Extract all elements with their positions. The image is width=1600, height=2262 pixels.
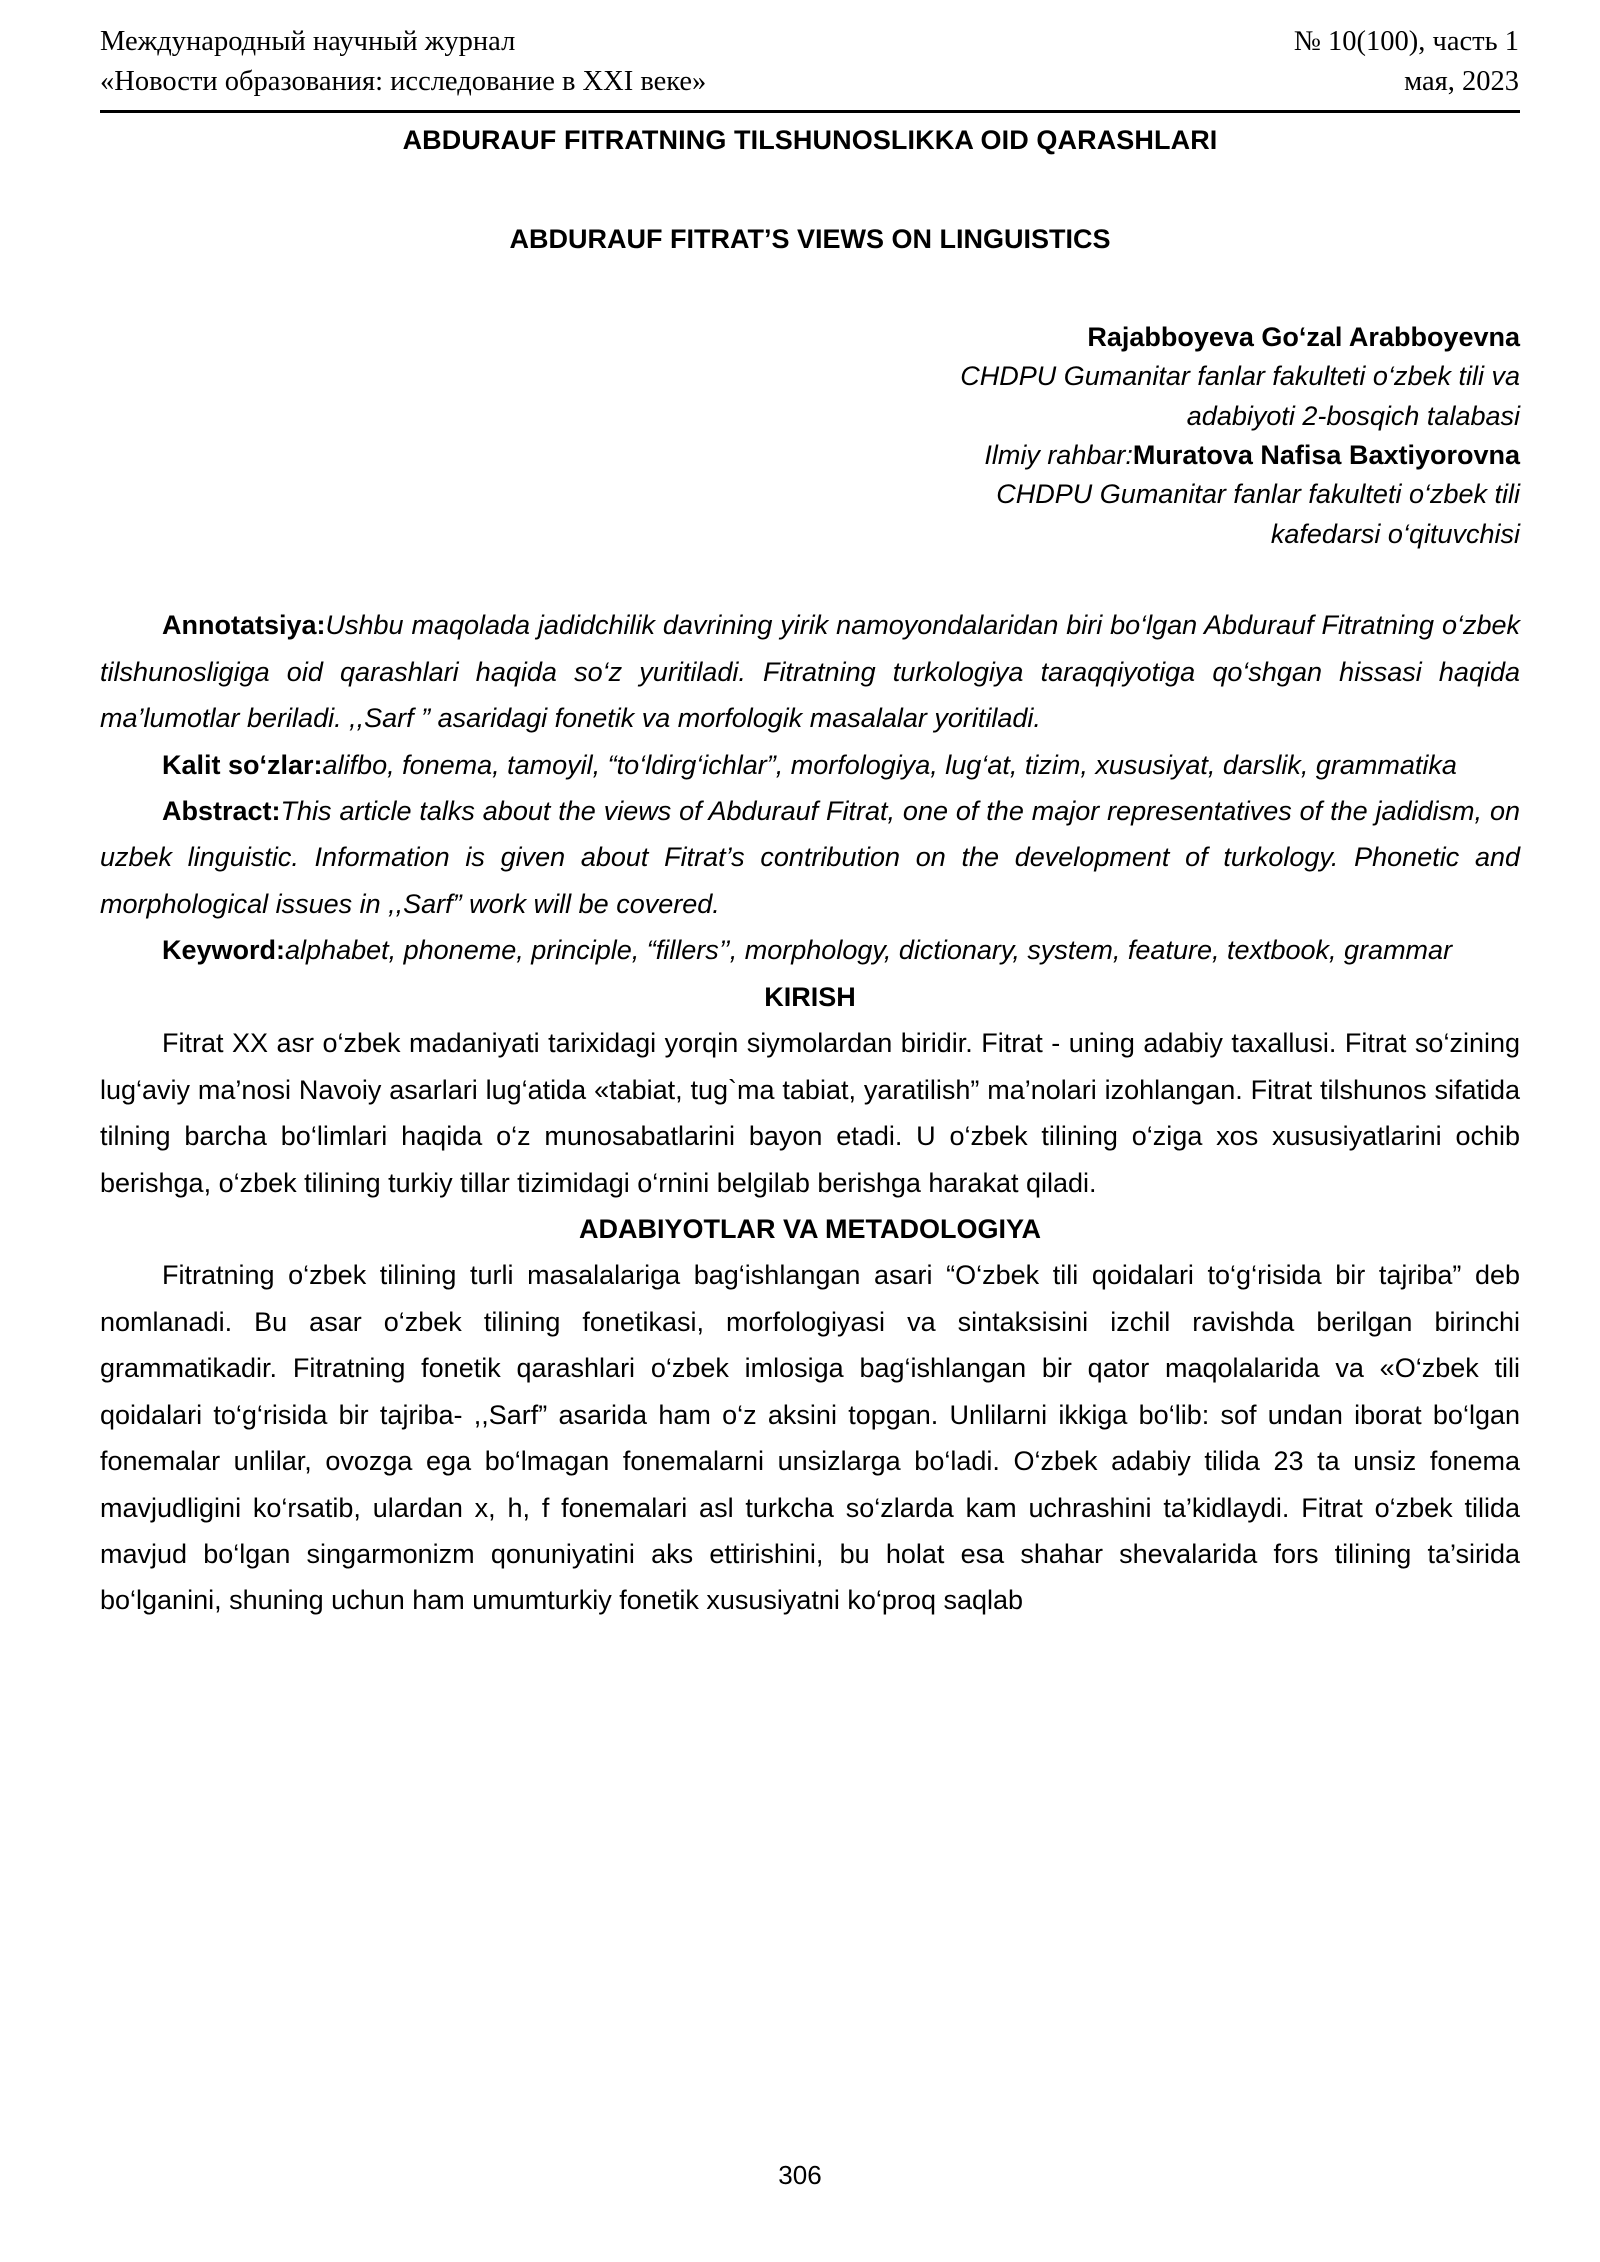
abstract-uz [100, 602, 1520, 741]
header-divider [100, 110, 1520, 113]
supervisor-affiliation-line-1: CHDPU Gumanitar fanlar fakulteti o‘zbek tili [996, 479, 1520, 510]
section-body-kirish: Fitrat XX asr o‘zbek madaniyati tarixidagi yorqin siymolardan biridir. Fitrat - uning adabiy taxallusi. Fitrat so‘zining lug‘aviy ma’nosi Navoiy asarlari lug‘atida «tabiat, tug`ma tabiat, yaratilish” ma’nolari izohlangan. Fitrat tilshunos sifatida tilning barcha bo‘limlari haqida o‘z munosabatlarini bayon etadi. U o‘zbek tilining o‘ziga xos xususiyatlarini ochib berishga, o‘zbek tilining turkiy tillar tizimidagi o‘rnini belgilab berishga harakat qiladi. [100, 1028, 1520, 1198]
author-affiliation-line-2: adabiyoti 2-bosqich talabasi [1186, 400, 1520, 431]
running-header-right [1294, 22, 1519, 103]
abstract-uz-text: Ushbu maqolada jadidchilik davrining yirik namoyondalaridan biri bo‘lgan Abdurauf Fitratning o‘zbek tilshunosligiga oid qarashlari haqida so‘z yuritiladi. Fitratning turkologiya taraqqiyotiga qo‘shgan hissasi haqida ma’lumotlar beriladi. ,,Sarf ” asaridagi fonetik va morfologik masalalar yoritiladi. [100, 610, 1520, 734]
issue-number: № 10(100), часть 1 [1293, 26, 1519, 57]
keywords-en-label: Keyword: [162, 935, 286, 966]
keywords-en [100, 927, 1520, 973]
keywords-uz-text: alifbo, fonema, tamoyil, “to‘ldirg‘ichlar”, morfologiya, lug‘at, tizim, xususiyat, darslik, grammatika [322, 749, 1457, 780]
journal-name: Международный научный журнал [100, 26, 516, 57]
supervisor-label: Ilmiy rahbar: [984, 440, 1133, 471]
author-block [100, 318, 1520, 554]
abstract-en-label: Abstract: [162, 796, 281, 826]
supervisor-line [100, 436, 1520, 475]
running-header [100, 22, 1520, 103]
section-heading-adabiyotlar: ADABIYOTLAR VA METADOLOGIYA [578, 1213, 1041, 1244]
running-header-left [100, 22, 706, 103]
section-adabiyotlar [100, 1206, 1520, 1624]
author-name: Rajabboyeva Go‘zal Arabboyevna [1087, 321, 1520, 352]
section-kirish [100, 974, 1520, 1206]
page-number: 306 [778, 2160, 822, 2190]
article-title-en: ABDURAUF FITRAT’S VIEWS ON LINGUISTICS [509, 224, 1111, 255]
issue-date: мая, 2023 [1404, 66, 1519, 98]
supervisor-name: Muratova Nafisa Baxtiyorovna [1132, 440, 1520, 471]
keywords-uz [100, 742, 1520, 788]
section-body-adabiyotlar: Fitratning o‘zbek tilining turli masalalariga bag‘ishlangan asari “O‘zbek tili qoidalari to‘g‘risida bir tajriba” deb nomlanadi. Bu asar o‘zbek tilining fonetikasi, morfologiyasi va sintaksisini izchil ravishda berilgan birinchi grammatikadir. Fitratning fonetik qarashlari o‘zbek imlosiga bag‘ishlangan bir qator maqolalarida va «O‘zbek tili qoidalari to‘g‘risida bir tajriba- ,,Sarf” asarida ham o‘z aksini topgan. Unlilarni ikkiga bo‘lib: sof undan iborat bo‘lgan fonemalar unlilar, ovozga ega bo‘lmagan fonemalarni unsizlarga bo‘ladi. O‘zbek adabiy tilida 23 ta unsiz fonema mavjudligini ko‘rsatib, ulardan x, h, f fonemalari asl turkcha so‘zlarda kam uchrashini ta’kidlaydi. Fitrat o‘zbek tilida mavjud bo‘lgan singarmonizm qonuniyatini aks ettirishini, bu holat esa shahar shevalarida fors tilining ta’sirida bo‘lganini, shuning uchun ham umumturkiy fonetik xususiyatni ko‘proq saqlab [100, 1260, 1520, 1616]
keywords-en-text: alphabet, phoneme, principle, “fillers’’, morphology, dictionary, system, feature, textbook, grammar [285, 935, 1453, 966]
author-affiliation-line-1: CHDPU Gumanitar fanlar fakulteti o‘zbek tili va [960, 361, 1520, 392]
abstract-section [100, 602, 1520, 974]
keywords-uz-label: Kalit so‘zlar: [162, 749, 323, 780]
supervisor-affiliation-line-2: kafedarsi o‘qituvchisi [1270, 518, 1520, 549]
abstract-en-text: This article talks about the views of Abdurauf Fitrat, one of the major representatives of the jadidism, on uzbek linguistic. Information is given about Fitrat’s contribution on the development of turkology. Phonetic and morphological issues in ,,Sarf” work will be covered. [100, 796, 1520, 919]
abstract-uz-label: Annotatsiya: [162, 610, 326, 641]
journal-subtitle: «Новости образования: исследование в XXI веке» [100, 66, 707, 98]
article-title-uz: ABDURAUF FITRATNING TILSHUNOSLIKKA OID QARASHLARI [402, 124, 1218, 155]
abstract-en [100, 788, 1520, 927]
section-heading-kirish: KIRISH [764, 981, 856, 1012]
